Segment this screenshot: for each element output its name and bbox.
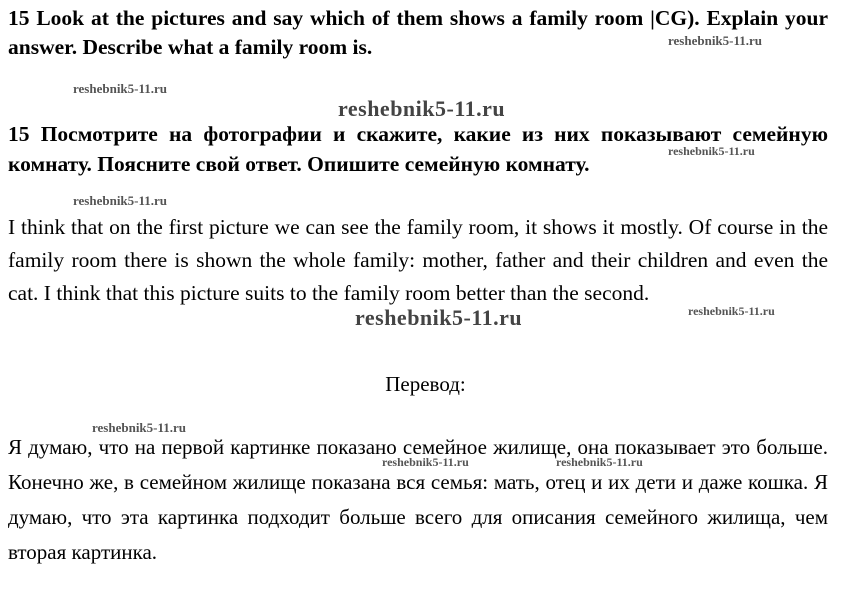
watermark: reshebnik5-11.ru <box>338 96 506 121</box>
watermark: reshebnik5-11.ru <box>382 455 469 469</box>
answer-russian: Я думаю, что на первой картинке показано семейное жилище, она показывает это больше. Конечно же, в семейном жилище показана вся семья: мать, отец и их дети и даже кошка. Я думаю, что эта картинка подходит больше всего для описания семейного жилища, чем вторая картинка. <box>8 435 828 564</box>
watermark: reshebnik5-11.ru <box>92 420 187 435</box>
watermark: reshebnik5-11.ru <box>355 305 523 330</box>
translation-heading: Перевод: <box>385 372 466 396</box>
answer-english: I think that on the first picture we can see the family room, it shows it mostly. Of course in the family room there is shown the whole family: mother, father and their children and even the cat. I think that this picture suits to the family room better than the second. <box>8 215 828 305</box>
task-russian: 15 Посмотрите на фотографии и скажите, какие из них показывают семейную комнату. Поясните свой ответ. Опишите семейную комнату. <box>8 122 828 176</box>
watermark: reshebnik5-11.ru <box>668 144 755 158</box>
watermark: reshebnik5-11.ru <box>556 455 643 469</box>
watermark: reshebnik5-11.ru <box>73 193 168 208</box>
watermark: reshebnik5-11.ru <box>688 304 775 318</box>
task-english: 15 Look at the pictures and say which of them shows a family room |CG). Explain your answer. Describe what a family room is. <box>8 6 828 59</box>
watermark: reshebnik5-11.ru <box>668 33 763 48</box>
watermark: reshebnik5-11.ru <box>73 81 168 96</box>
